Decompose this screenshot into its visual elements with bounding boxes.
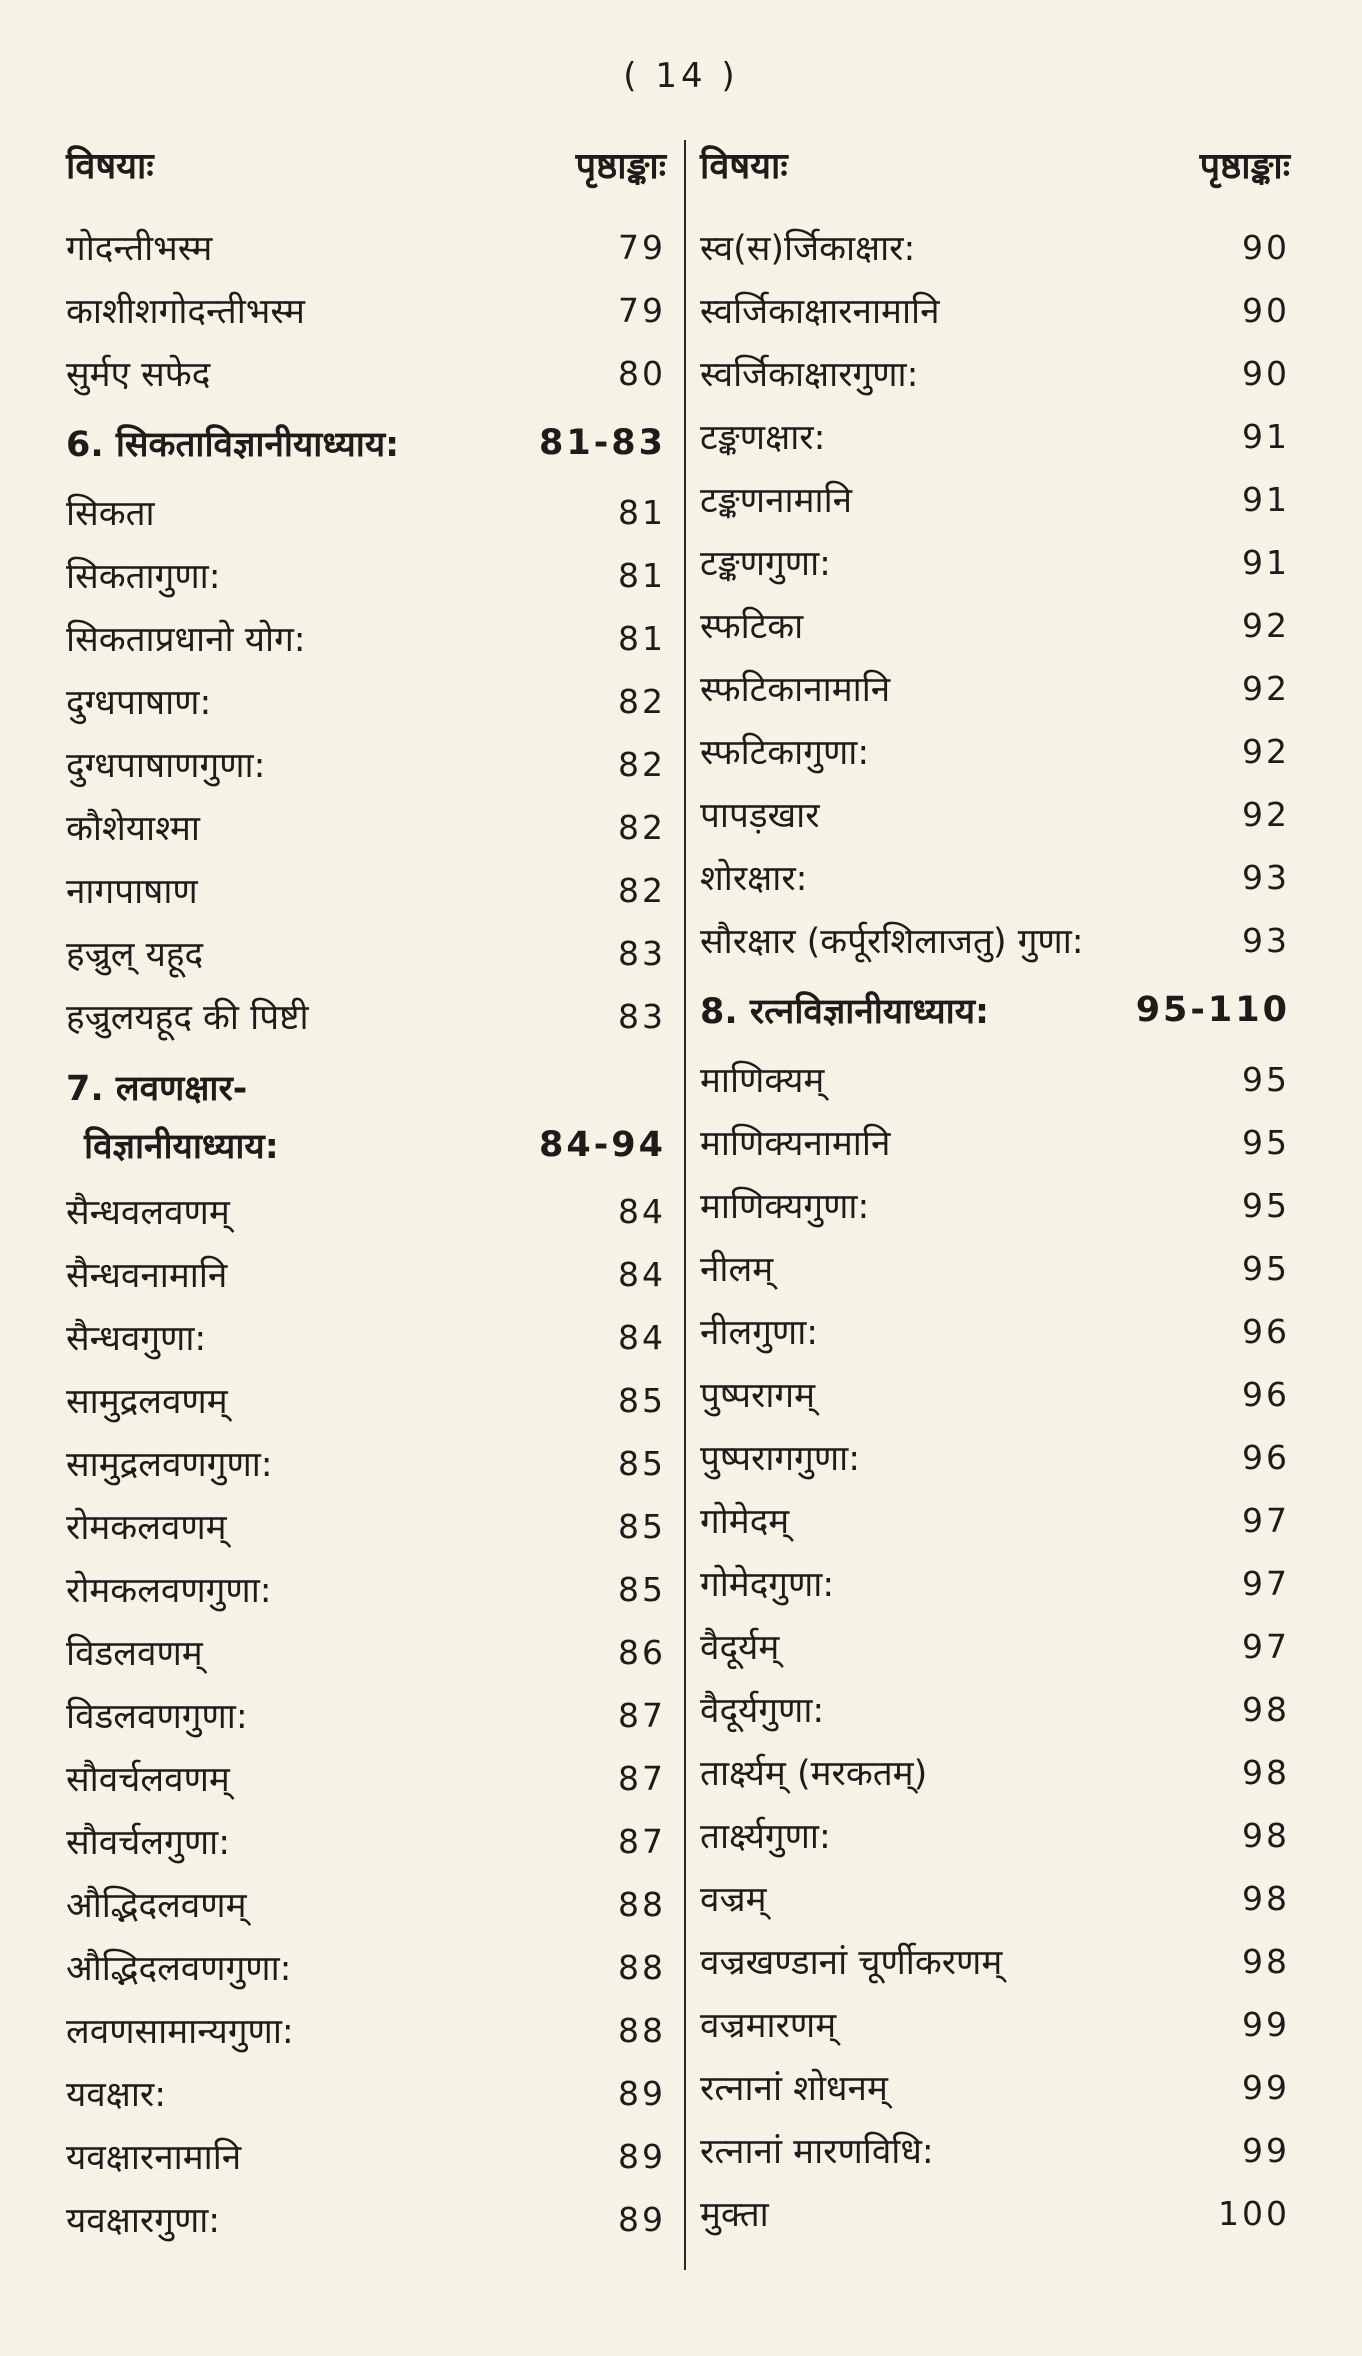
left-column	[66, 132, 666, 2251]
entry-title: औद्भिदलवणगुणा:	[66, 1949, 292, 1989]
column-divider	[684, 140, 686, 2270]
header-page: पृष्ठाङ्काः	[575, 145, 666, 187]
entry-page: 87	[618, 1696, 666, 1735]
entry-page: 87	[618, 1822, 666, 1861]
entry-page: 98	[1242, 1942, 1290, 1981]
chapter-heading	[66, 411, 666, 475]
chapter-title-cont: विज्ञानीयाध्याय:	[84, 1126, 279, 1167]
entry-page: 100	[1218, 2194, 1290, 2233]
entry-title: माणिक्यगुणा:	[700, 1187, 870, 1227]
toc-row	[700, 1930, 1290, 1993]
toc-row	[66, 342, 666, 405]
chapter-title: 8. रत्नविज्ञानीयाध्याय:	[700, 991, 990, 1032]
toc-row	[700, 1678, 1290, 1741]
chapter-heading	[700, 978, 1290, 1042]
entry-page: 99	[1242, 2068, 1290, 2107]
entry-title: सौवर्चलगुणा:	[66, 1823, 231, 1863]
entry-page: 90	[1242, 291, 1290, 330]
entry-page: 98	[1242, 1816, 1290, 1855]
entry-page: 89	[618, 2137, 666, 2176]
entry-title: वज्रमारणम्	[700, 2006, 837, 2046]
entry-page: 89	[618, 2200, 666, 2239]
toc-row	[700, 1741, 1290, 1804]
entry-title: तार्क्ष्यगुणा:	[700, 1817, 831, 1857]
entry-page: 82	[618, 808, 666, 847]
entry-page: 87	[618, 1759, 666, 1798]
toc-row	[66, 279, 666, 342]
entry-title: स्फटिकानामानि	[700, 670, 891, 710]
entry-title: पुष्परागगुणा:	[700, 1439, 860, 1479]
entry-title: सामुद्रलवणम्	[66, 1382, 228, 1422]
chapter-pages: 84-94	[539, 1125, 666, 1165]
entry-page: 82	[618, 682, 666, 721]
entry-page: 93	[1242, 921, 1290, 960]
entry-title: रत्नानां मारणविधि:	[700, 2132, 934, 2172]
entry-title: पापड़खार	[700, 796, 820, 836]
chapter-title-line1: 7. लवणक्षार-	[66, 1068, 248, 1109]
toc-row	[66, 607, 666, 670]
entry-title: टङ्कणगुणा:	[700, 544, 831, 584]
entry-title: सिकता	[66, 494, 155, 534]
entry-title: दुग्धपाषाणगुणा:	[66, 746, 266, 786]
toc-row	[66, 1432, 666, 1495]
toc-row	[700, 1300, 1290, 1363]
right-column	[700, 132, 1290, 2245]
entry-title: नीलगुणा:	[700, 1313, 819, 1353]
toc-row	[66, 1495, 666, 1558]
toc-row	[66, 1747, 666, 1810]
entry-title: दुग्धपाषाण:	[66, 683, 212, 723]
toc-row	[66, 1999, 666, 2062]
toc-row	[700, 783, 1290, 846]
entry-title: वज्रखण्डानां चूर्णीकरणम्	[700, 1943, 1003, 1983]
entry-page: 96	[1242, 1438, 1290, 1477]
entry-title: माणिक्यम्	[700, 1061, 825, 1101]
header-subject: विषयाः	[700, 145, 788, 187]
toc-row	[700, 2182, 1290, 2245]
entry-title: स्वर्जिकाक्षारगुणा:	[700, 355, 919, 395]
entry-title: सैन्धवलवणम्	[66, 1193, 230, 1233]
left-entries-c	[66, 1180, 666, 2251]
entry-title: हज्रुलयहूद की पिष्टी	[66, 998, 309, 1038]
toc-row	[66, 2188, 666, 2251]
entry-title: स्व(स)र्जिकाक्षार:	[700, 229, 916, 269]
entry-page: 96	[1242, 1375, 1290, 1414]
toc-row	[700, 468, 1290, 531]
entry-title: गोमेदगुणा:	[700, 1565, 835, 1605]
entry-page: 95	[1242, 1249, 1290, 1288]
entry-title: गोमेदम्	[700, 1502, 790, 1542]
entry-page: 88	[618, 2011, 666, 2050]
entry-title: लवणसामान्यगुणा:	[66, 2012, 294, 2052]
toc-row	[700, 1111, 1290, 1174]
entry-title: रोमकलवणम्	[66, 1508, 227, 1548]
toc-row	[66, 1936, 666, 1999]
left-header	[66, 132, 666, 196]
toc-row	[700, 1426, 1290, 1489]
entry-page: 86	[618, 1633, 666, 1672]
toc-row	[700, 1363, 1290, 1426]
toc-row	[700, 720, 1290, 783]
page-number: ( 14 )	[623, 56, 739, 96]
entry-title: टङ्कणक्षार:	[700, 418, 826, 458]
entry-page: 89	[618, 2074, 666, 2113]
entry-title: तार्क्ष्यम् (मरकतम्)	[700, 1754, 928, 1794]
entry-title: मुक्ता	[700, 2195, 769, 2235]
chapter-pages: 81-83	[539, 423, 666, 463]
header-subject: विषयाः	[66, 145, 154, 187]
entry-page: 82	[618, 871, 666, 910]
toc-row	[66, 1621, 666, 1684]
toc-row	[700, 1615, 1290, 1678]
entry-page: 88	[618, 1885, 666, 1924]
entry-page: 98	[1242, 1753, 1290, 1792]
entry-page: 92	[1242, 606, 1290, 645]
toc-row	[700, 1867, 1290, 1930]
entry-page: 84	[618, 1192, 666, 1231]
entry-title: स्वर्जिकाक्षारनामानि	[700, 292, 940, 332]
entry-title: कौशेयाश्मा	[66, 809, 200, 849]
entry-title: यवक्षारनामानि	[66, 2138, 242, 2178]
entry-title: वज्रम्	[700, 1880, 767, 1920]
toc-row	[66, 544, 666, 607]
entry-page: 98	[1242, 1879, 1290, 1918]
toc-row	[66, 733, 666, 796]
right-entries-b	[700, 1048, 1290, 2245]
entry-page: 97	[1242, 1501, 1290, 1540]
toc-row	[700, 1048, 1290, 1111]
entry-page: 85	[618, 1507, 666, 1546]
entry-title: औद्भिदलवणम्	[66, 1886, 247, 1926]
entry-page: 95	[1242, 1186, 1290, 1225]
toc-row	[66, 859, 666, 922]
entry-page: 95	[1242, 1123, 1290, 1162]
toc-row	[700, 216, 1290, 279]
entry-page: 84	[618, 1255, 666, 1294]
toc-row	[700, 657, 1290, 720]
toc-row	[66, 1873, 666, 1936]
entry-title: सुर्मए सफेद	[66, 355, 211, 395]
entry-title: माणिक्यनामानि	[700, 1124, 891, 1164]
entry-title: रोमकलवणगुणा:	[66, 1571, 272, 1611]
toc-row	[66, 481, 666, 544]
toc-row	[66, 922, 666, 985]
right-entries-a	[700, 216, 1290, 972]
entry-page: 81	[618, 493, 666, 532]
toc-row	[66, 985, 666, 1048]
entry-title: यवक्षार:	[66, 2075, 167, 2115]
toc-row	[700, 2119, 1290, 2182]
toc-row	[700, 342, 1290, 405]
toc-row	[66, 1558, 666, 1621]
chapter-heading	[66, 1058, 666, 1174]
entry-page: 80	[618, 354, 666, 393]
entry-title: काशीशगोदन्तीभस्म	[66, 292, 305, 332]
toc-row	[700, 909, 1290, 972]
toc-row	[700, 279, 1290, 342]
entry-title: नीलम्	[700, 1250, 774, 1290]
entry-page: 83	[618, 997, 666, 1036]
entry-title: सिकताप्रधानो योग:	[66, 620, 306, 660]
entry-page: 92	[1242, 669, 1290, 708]
entry-page: 81	[618, 619, 666, 658]
toc-row	[700, 846, 1290, 909]
toc-row	[66, 216, 666, 279]
toc-row	[66, 1810, 666, 1873]
toc-row	[700, 531, 1290, 594]
entry-page: 83	[618, 934, 666, 973]
entry-title: शोरक्षार:	[700, 859, 808, 899]
entry-title: स्फटिका	[700, 607, 804, 647]
entry-title: सिकतागुणा:	[66, 557, 221, 597]
entry-title: सौरक्षार (कर्पूरशिलाजतु) गुणा:	[700, 922, 1084, 962]
left-entries-b	[66, 481, 666, 1048]
entry-page: 97	[1242, 1564, 1290, 1603]
entry-page: 79	[618, 291, 666, 330]
entry-title: वैदूर्यम्	[700, 1628, 780, 1668]
entry-page: 92	[1242, 732, 1290, 771]
entry-page: 95	[1242, 1060, 1290, 1099]
entry-page: 99	[1242, 2005, 1290, 2044]
entry-page: 96	[1242, 1312, 1290, 1351]
toc-row	[66, 670, 666, 733]
entry-title: सामुद्रलवणगुणा:	[66, 1445, 273, 1485]
entry-page: 90	[1242, 228, 1290, 267]
toc-row	[700, 1489, 1290, 1552]
entry-page: 85	[618, 1444, 666, 1483]
right-header	[700, 132, 1290, 196]
toc-row	[700, 2056, 1290, 2119]
entry-page: 85	[618, 1381, 666, 1420]
toc-row	[700, 1804, 1290, 1867]
entry-page: 98	[1242, 1690, 1290, 1729]
entry-page: 79	[618, 228, 666, 267]
entry-title: स्फटिकागुणा:	[700, 733, 870, 773]
toc-row	[66, 1180, 666, 1243]
entry-title: सौवर्चलवणम्	[66, 1760, 230, 1800]
entry-title: पुष्परागम्	[700, 1376, 816, 1416]
toc-row	[700, 1993, 1290, 2056]
chapter-title-line2	[66, 1116, 666, 1174]
toc-row	[66, 1243, 666, 1306]
toc-row	[700, 1174, 1290, 1237]
left-entries-a	[66, 216, 666, 405]
entry-page: 97	[1242, 1627, 1290, 1666]
entry-title: टङ्कणनामानि	[700, 481, 853, 521]
chapter-title: 6. सिकताविज्ञानीयाध्याय:	[66, 424, 400, 465]
toc-row	[66, 1306, 666, 1369]
entry-page: 91	[1242, 543, 1290, 582]
entry-page: 91	[1242, 480, 1290, 519]
entry-title: हज्रुल् यहूद	[66, 935, 204, 975]
toc-row	[66, 1369, 666, 1432]
toc-row	[700, 405, 1290, 468]
entry-title: विडलवणम्	[66, 1634, 203, 1674]
toc-row	[700, 1552, 1290, 1615]
entry-page: 88	[618, 1948, 666, 1987]
toc-row	[66, 796, 666, 859]
entry-title: सैन्धवगुणा:	[66, 1319, 207, 1359]
entry-page: 99	[1242, 2131, 1290, 2170]
toc-row	[66, 2062, 666, 2125]
entry-page: 93	[1242, 858, 1290, 897]
chapter-pages: 95-110	[1135, 990, 1290, 1030]
toc-row	[66, 2125, 666, 2188]
entry-title: गोदन्तीभस्म	[66, 229, 213, 269]
entry-page: 84	[618, 1318, 666, 1357]
entry-title: वैदूर्यगुणा:	[700, 1691, 825, 1731]
toc-row	[700, 594, 1290, 657]
entry-page: 82	[618, 745, 666, 784]
entry-title: नागपाषाण	[66, 872, 198, 912]
entry-title: यवक्षारगुणा:	[66, 2201, 221, 2241]
toc-row	[700, 1237, 1290, 1300]
toc-row	[66, 1684, 666, 1747]
entry-page: 92	[1242, 795, 1290, 834]
entry-title: सैन्धवनामानि	[66, 1256, 228, 1296]
entry-page: 91	[1242, 417, 1290, 456]
entry-page: 81	[618, 556, 666, 595]
entry-title: रत्नानां शोधनम्	[700, 2069, 888, 2109]
entry-title: विडलवणगुणा:	[66, 1697, 248, 1737]
entry-page: 85	[618, 1570, 666, 1609]
header-page: पृष्ठाङ्काः	[1199, 145, 1290, 187]
entry-page: 90	[1242, 354, 1290, 393]
